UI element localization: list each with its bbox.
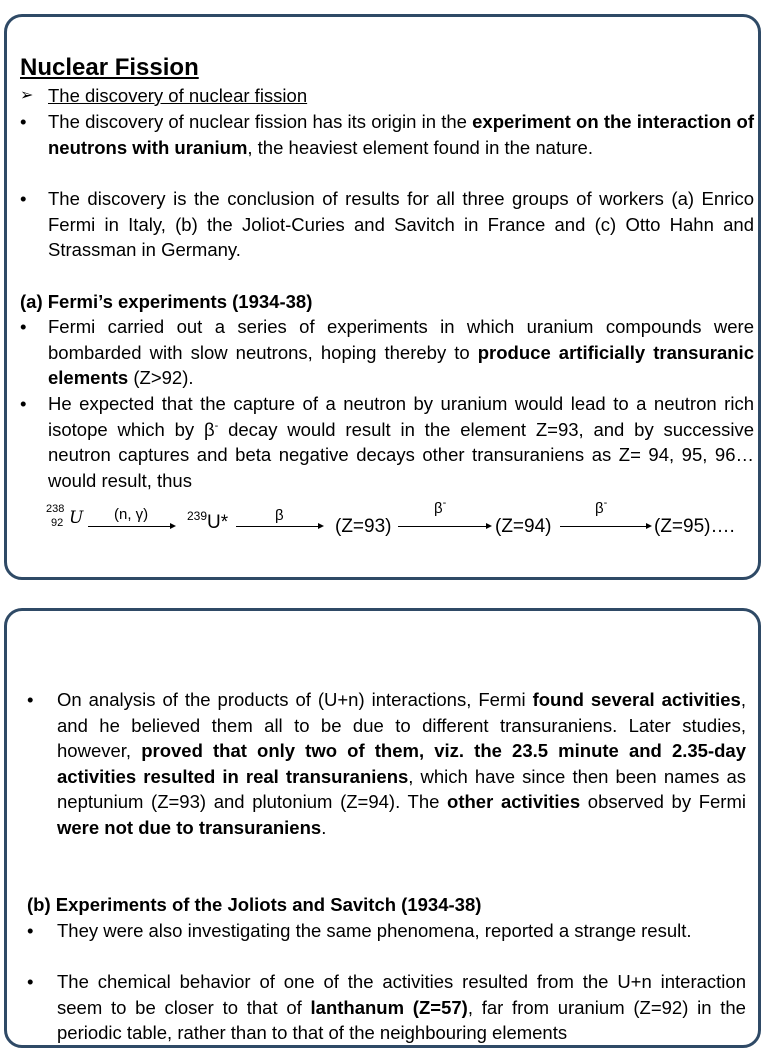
bullet-icon: • [27,689,34,710]
bullet-icon: • [20,188,27,209]
bullet-paragraph-strange-result: They were also investigating the same phenomena, reported a strange result. [57,920,692,941]
decay-chain-equation [38,488,758,538]
bullet-icon: • [20,111,27,132]
bullet-icon: • [20,393,27,414]
bullet-paragraph-2: The discovery is the conclusion of results for all three groups of workers (a) Enrico Fermi in Italy, (b) the Joliot-Curies and Savitch in France and (c) Otto Hahn and Strassman in Germany. [48,188,754,261]
slide-title: Nuclear Fission [20,54,199,81]
bullet-icon: • [27,971,34,992]
product-z94: (Z=94) [495,516,552,537]
bullet-paragraph-lanthanum: The chemical behavior of one of the activities resulted from the U+n interaction seem to be closer to that of lanthanum (Z=57), far from uranium (Z=92) in the periodic table, rather than to that of the neighbouring elements [57,971,746,1044]
slide-2-panel [4,608,761,1048]
bullet-icon: • [27,920,34,941]
u239-nucleus: $^{239}$U* [187,509,229,533]
reaction-arrow-icon [88,526,174,527]
arrow-label-n-gamma: (n, γ) [114,506,149,523]
bullet-paragraph-fermi-analysis: On analysis of the products of (U+n) interactions, Fermi found several activities, and he believed them all to be due to different transuraniens. Later studies, however, proved that only two of them, viz. the 23.5 minute and 2.35-day activities resulted in real transuraniens, which have since then been names as neptunium (Z=93) and plutonium (Z=94). The other activities observed by Fermi were not due to transuraniens. [57,689,747,838]
product-z95: (Z=95)…. [654,516,735,537]
bullet-paragraph-1: The discovery of nuclear fission has its origin in the experiment on the interaction of neutrons with uranium, the heaviest element found in the nature. [48,111,754,158]
u238-atomic-number: 92 [51,517,64,529]
arrow-bullet-icon: ➢ [20,87,34,104]
u238-symbol: U [69,508,84,528]
bullet-paragraph-3: Fermi carried out a series of experiments in which uranium compounds were bombarded with slow neutrons, hoping thereby to produce artificially transuranic elements (Z>92). [48,316,754,389]
bullet-paragraph-4: He expected that the capture of a neutron by uranium would lead to a neutron rich isotope which by β- decay would result in the element Z=93, and by successive neutron captures and beta negative decays other transuraniens as Z= 94, 95, 96… would result, thus [48,393,754,491]
reaction-arrow-icon [560,526,650,527]
reaction-arrow-icon [236,526,322,527]
reaction-arrow-icon [398,526,490,527]
section-heading-b: (b) Experiments of the Joliots and Savitch (1934-38) [27,894,482,915]
u238-mass-number: 238 [46,503,65,515]
product-z93: (Z=93) [335,516,392,537]
arrow-label-beta-minus: β- [434,497,447,517]
subheading: The discovery of nuclear fission [48,85,308,106]
arrow-label-beta-minus: β- [595,497,608,517]
arrow-label-beta: β [275,507,284,524]
section-heading-a: (a) Fermi’s experiments (1934-38) [20,291,313,312]
bullet-icon: • [20,316,27,337]
